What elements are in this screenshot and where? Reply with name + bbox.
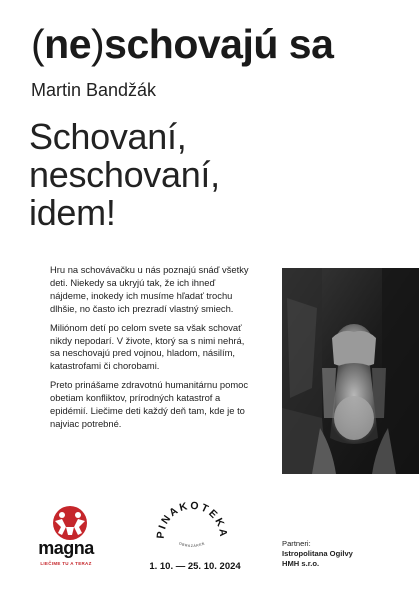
headline: [29, 118, 220, 232]
title-rest: schovajú sa: [104, 21, 334, 67]
partners-block: [282, 539, 353, 569]
magna-tagline: LIEČIME TU A TERAZ: [40, 561, 92, 566]
headline-line: idem!: [29, 192, 116, 233]
title-paren-open: (: [31, 21, 45, 67]
body-paragraph: Hru na schovávačku u nás poznajú snáď všetky deti. Niekedy sa ukryjú tak, že ich ihneď nájdeme, inokedy ich musíme hľadať trochu dlhšie, no často ich prezradí vlastný smiech.: [50, 264, 249, 314]
headline-line: Schovaní,: [29, 116, 187, 157]
title-ne: ne: [44, 21, 92, 67]
exhibition-dates: 1. 10. — 25. 10. 2024: [149, 561, 241, 572]
body-paragraph: Miliónom detí po celom svete sa však schovať nikdy nepodarí. V živote, ktorý sa s nimi nehrá, sa neschovajú pred vojnou, hladom, násilím, katastrofami či chorobami.: [50, 321, 245, 372]
body-paragraph: Preto prinášame zdravotnú humanitárnu pomoc obetiam konfliktov, prírodných katastrof a epidémií. Liečime deti každý deň tam, kde je to najviac potrebné.: [50, 379, 249, 429]
title-paren-close: ): [91, 21, 105, 67]
headline-line: neschovaní,: [29, 154, 220, 195]
pinakoteka-sub: OBRAZÁREŇ: [178, 541, 206, 549]
exhibition-title: [31, 20, 333, 68]
child-photo: [282, 268, 419, 474]
pinakoteka-word: PINAKOTEKA: [154, 499, 230, 540]
partner-name: HMH s.r.o.: [282, 559, 320, 568]
body-text: [50, 264, 250, 437]
partner-name: Istropolitana Ogilvy: [282, 549, 353, 558]
svg-text:OBRAZÁREŇ: [178, 541, 205, 548]
author-name: Martin Bandžák: [31, 80, 157, 100]
pinakoteka-logo-icon: [152, 495, 232, 557]
svg-text:PINAKOTEKA: [155, 500, 230, 540]
magna-wordmark: magna: [38, 538, 94, 558]
footer: [0, 495, 419, 595]
partners-label: Partneri:: [282, 539, 311, 548]
